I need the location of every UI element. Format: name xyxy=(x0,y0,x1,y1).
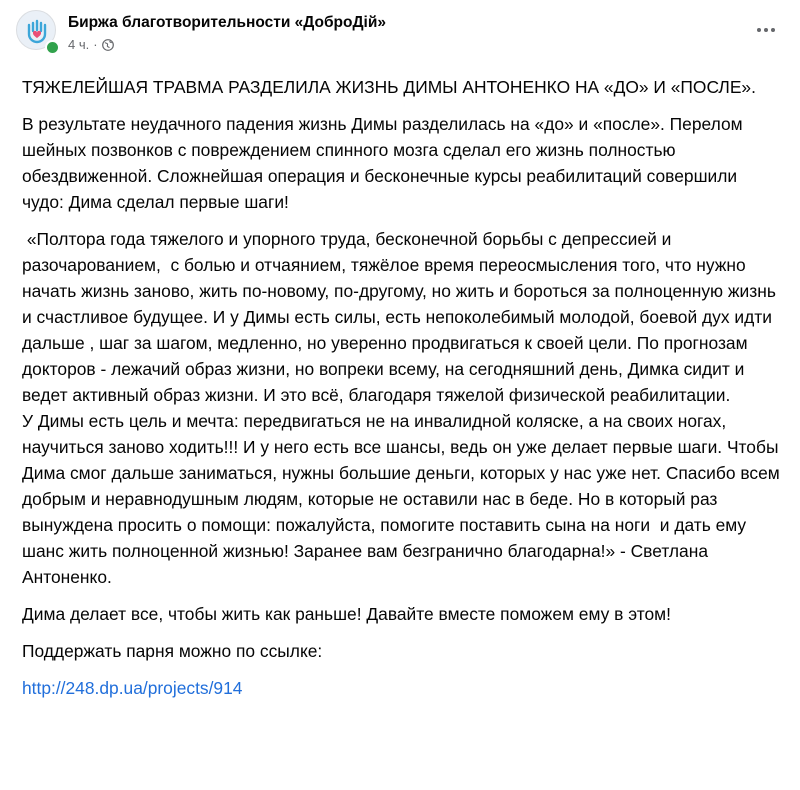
post-call-paragraph: Дима делает все, чтобы жить как раньше! Давайте вместе поможем ему в этом! xyxy=(22,604,671,624)
more-dot xyxy=(771,28,775,32)
post-timestamp[interactable]: 4 ч. xyxy=(68,37,90,52)
online-status-dot xyxy=(45,40,60,55)
post-intro-paragraph: В результате неудачного падения жизнь Димы разделилась на «до» и «после». Перелом шейных позвонков с повреждением спинного мозга сделал его жизнь полностью обездвиженной. Сложнейшая операция и бесконечные курсы реабилитаций совершили чудо: Дима сделал первые шаги! xyxy=(22,114,743,212)
post-title-paragraph: ТЯЖЕЛЕЙШАЯ ТРАВМА РАЗДЕЛИЛА ЖИЗНЬ ДИМЫ АНТОНЕНКО НА «ДО» И «ПОСЛЕ». xyxy=(22,77,756,97)
post-meta xyxy=(68,37,114,52)
post-header xyxy=(16,10,784,62)
post-quote-paragraph-1: «Полтора года тяжелого и упорного труда, бесконечной борьбы с депрессией и разочарованием, с болью и отчаянием, тяжёлое время переосмысления того, что нужно начать жизнь заново, жить по-новому, по-другому, но жить и бороться за полноценную жизнь и счастливое будущее. И у Димы есть силы, есть непоколебимый молодой, боевой дух идти дальше , шаг за шагом, медленно, но уверенно продвигаться к своей цели. По прогнозам докторов - лежачий образ жизни, но вопреки всему, на сегодняшний день, Димка сидит и ведет активный образ жизни. И это всё, благодаря тяжелой физической реабилитации. xyxy=(22,229,781,405)
meta-separator: · xyxy=(93,37,98,52)
globe-icon[interactable] xyxy=(102,39,114,51)
post-support-text: Поддержать парня можно по ссылке: xyxy=(22,641,323,661)
more-dot xyxy=(764,28,768,32)
post-quote-paragraph-2: У Димы есть цель и мечта: передвигаться не на инвалидной коляске, а на своих ногах, научиться заново ходить!!! И у него есть все шансы, ведь он уже делает первые шаги. Чтобы Дима смог дальше заниматься, нужны большие деньги, которых у нас уже нет. Спасибо всем добрым и неравнодушным людям, которые не оставили нас в беде. Но в который раз вынуждена просить о помощи: пожалуйста, помогите поставить сына на ноги и дать ему шанс жить полноценной жизнью! Заранее вам безгранично благодарна!» - Светлана Антоненко. xyxy=(22,411,785,587)
more-options-button[interactable] xyxy=(748,16,784,44)
more-horizontal-icon xyxy=(757,28,761,32)
post-body xyxy=(22,74,785,701)
project-link[interactable]: http://248.dp.ua/projects/914 xyxy=(22,678,243,698)
page-name-link[interactable]: Биржа благотворительности «ДоброДій» xyxy=(68,14,386,31)
